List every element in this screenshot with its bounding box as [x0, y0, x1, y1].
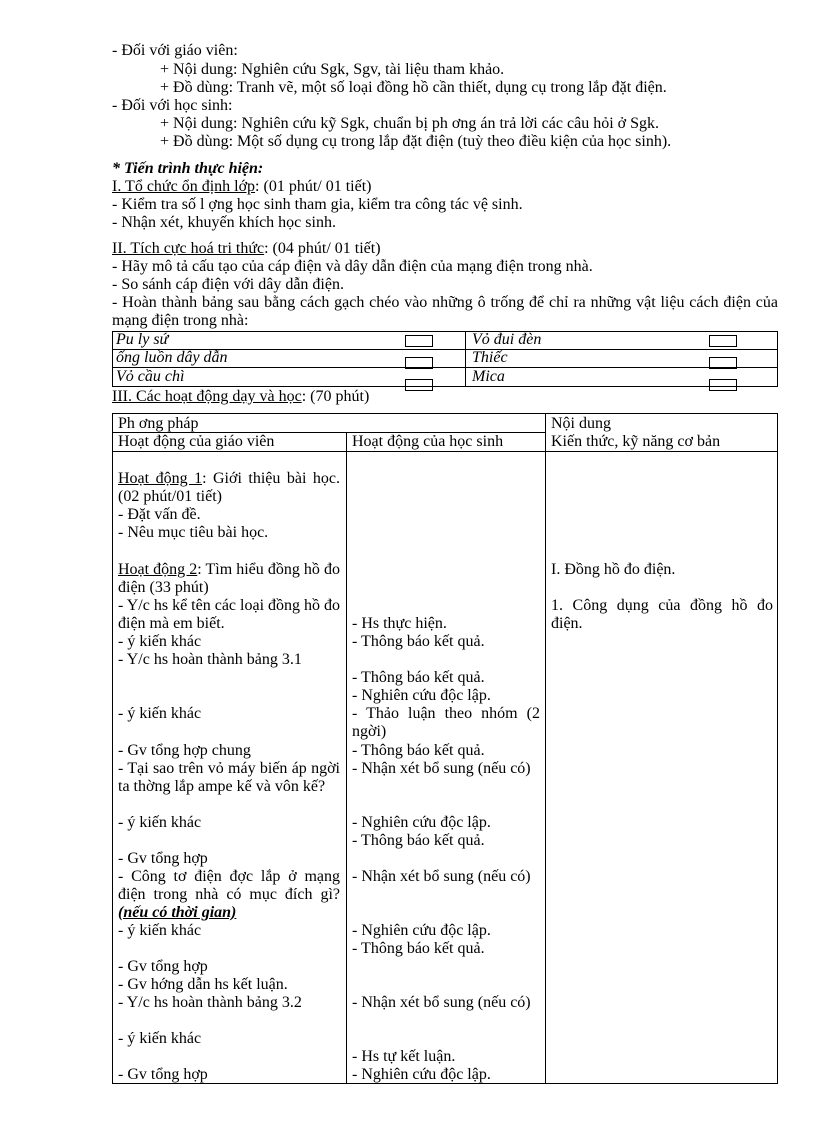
table-rule-header: [112, 451, 778, 452]
teacher-step: - Gv tổng hợp chung: [118, 742, 251, 759]
student-step: - Thông báo kết quả.: [352, 633, 485, 650]
material-checkbox[interactable]: [405, 379, 433, 391]
teacher-step: - Gv tổng hợp: [118, 850, 208, 867]
activity-2-desc: : Tìm hiểu đồng hồ đo điện (33 phút): [118, 561, 340, 596]
material-label: Vỏ cầu chì: [116, 368, 185, 385]
material-label: ống luồn dây dẫn: [116, 349, 228, 366]
teacher-heading: - Đối với giáo viên:: [112, 42, 238, 59]
header-knowledge: Kiến thức, kỹ năng cơ bản: [551, 433, 721, 450]
student-step: - Nghiên cứu độc lập.: [352, 814, 491, 831]
student-step: - Nghiên cứu độc lập.: [352, 1066, 491, 1083]
student-step: - Thông báo kết quả.: [352, 940, 485, 957]
content-heading: I. Đồng hồ đo điện.: [551, 561, 676, 578]
teacher-step: - ý kiến khác: [118, 814, 202, 831]
teacher-step: - Y/c hs kể tên các loại đồng hồ đo điện mà em biết.: [118, 597, 341, 632]
activity-2-title: Hoạt động 2: [118, 561, 198, 578]
teacher-content: + Nội dung: Nghiên cứu Sgk, Sgv, tài liệu tham khảo.: [160, 61, 505, 78]
teacher-question: - Công tơ điện đợc lắp ở mạng điện trong nhà có mục đích gì?: [118, 868, 340, 903]
content-subheading: 1. Công dụng của đồng hồ đo điện.: [551, 597, 773, 632]
section-1-time: : (01 phút/ 01 tiết): [255, 178, 372, 195]
materials-rule-right: [777, 331, 778, 386]
teacher-step: - ý kiến khác: [118, 922, 202, 939]
student-step: - Nghiên cứu độc lập.: [352, 687, 491, 704]
material-checkbox[interactable]: [709, 379, 737, 391]
material-checkbox[interactable]: [709, 357, 737, 369]
teacher-step: - Gv hớng dẫn hs kết luận.: [118, 976, 288, 993]
student-step: - Thông báo kết quả.: [352, 742, 485, 759]
header-teacher: Hoạt động của giáo viên: [118, 433, 275, 450]
teacher-step: - Nêu mục tiêu bài học.: [118, 524, 269, 541]
teacher-tools: + Đồ dùng: Tranh vẽ, một số loại đồng hồ cần thiết, dụng cụ trong lắp đặt điện.: [160, 79, 667, 96]
teacher-step: - Tại sao trên vỏ máy biến áp ngời ta thờng lắp ampe kế và vôn kế?: [118, 760, 340, 795]
teacher-step: - Đặt vấn đề.: [118, 506, 201, 523]
activity-2-heading: [118, 561, 340, 597]
student-tools: + Đồ dùng: Một số dụng cụ trong lắp đặt điện (tuỳ theo điều kiện của học sinh).: [160, 133, 672, 150]
student-content: + Nội dung: Nghiên cứu kỹ Sgk, chuẩn bị ph ơng án trả lời các câu hỏi ở Sgk.: [160, 115, 659, 132]
materials-rule-2: [112, 367, 778, 368]
table-rule-right: [777, 413, 778, 1083]
teacher-step: - Y/c hs hoàn thành bảng 3.1: [118, 651, 302, 668]
student-step: - Nhận xét bổ sung (nếu có): [352, 994, 531, 1011]
material-checkbox[interactable]: [709, 335, 737, 347]
activity-1-heading: [118, 470, 340, 506]
activity-1-desc: : Giới thiệu bài học. (02 phút/01 tiết): [118, 470, 340, 505]
table-rule-col2: [346, 432, 347, 1083]
teacher-step: - Gv tổng hợp: [118, 958, 208, 975]
header-student: Hoạt động của học sinh: [352, 433, 504, 450]
section-3-title: III. Các hoạt động dạy và học: [112, 388, 302, 405]
materials-rule-left: [112, 331, 113, 386]
table-rule-top: [112, 413, 778, 414]
teacher-step: - Y/c hs hoàn thành bảng 3.2: [118, 994, 302, 1011]
student-step: - Hs tự kết luận.: [352, 1048, 456, 1065]
student-step: - Thông báo kết quả.: [352, 669, 485, 686]
materials-rule-bottom: [112, 386, 778, 387]
material-checkbox[interactable]: [405, 335, 433, 347]
teacher-step: [118, 868, 340, 922]
student-step: - Thảo luận theo nhóm (2 ngời): [352, 705, 540, 740]
section-1-title: I. Tổ chức ổn định lớp: [112, 178, 256, 195]
section-2-heading: [112, 240, 381, 258]
student-step: - Nghiên cứu độc lập.: [352, 922, 491, 939]
teacher-step: - Gv tổng hợp: [118, 1066, 208, 1083]
material-label: Pu ly sứ: [116, 331, 169, 348]
section-2-line-1: - Hãy mô tả cấu tạo của cáp điện và dây dẫn điện của mạng điện trong nhà.: [112, 258, 593, 275]
section-3-time: : (70 phút): [301, 388, 370, 405]
student-step: - Nhận xét bổ sung (nếu có): [352, 760, 531, 777]
optional-note: (nếu có thời gian): [118, 904, 237, 921]
teacher-step: - ý kiến khác: [118, 1030, 202, 1047]
material-label: Thiếc: [472, 349, 508, 366]
section-2-line-3: - Hoàn thành bảng sau bằng cách gạch chéo vào những ô trống để chỉ ra những vật liệu cách điện của mạng điện trong nhà:: [112, 294, 778, 329]
student-step: - Nhận xét bổ sung (nếu có): [352, 868, 531, 885]
teacher-step: - ý kiến khác: [118, 705, 202, 722]
teacher-step: - ý kiến khác: [118, 633, 202, 650]
section-1-heading: [112, 178, 371, 196]
activity-1-title: Hoạt động 1: [118, 470, 203, 487]
material-label: Mica: [472, 368, 505, 385]
student-step: - Thông báo kết quả.: [352, 832, 485, 849]
materials-rule-mid: [465, 331, 466, 386]
student-heading: - Đối với học sinh:: [112, 97, 233, 114]
section-1-line-2: - Nhận xét, khuyến khích học sinh.: [112, 214, 336, 231]
table-rule-col3: [545, 413, 546, 1083]
material-checkbox[interactable]: [405, 357, 433, 369]
section-2-title: II. Tích cực hoá tri thức: [112, 240, 265, 257]
student-step: - Hs thực hiện.: [352, 615, 447, 632]
section-2-line-2: - So sánh cáp điện với dây dẫn điện.: [112, 276, 344, 293]
material-label: Vỏ đui đèn: [472, 331, 542, 348]
table-rule-left: [112, 413, 113, 1083]
header-method: Ph ơng pháp: [118, 415, 199, 432]
section-3-heading: [112, 388, 369, 406]
materials-rule-top: [112, 331, 778, 332]
header-content: Nội dung: [551, 415, 611, 432]
section-1-line-1: - Kiểm tra số l ợng học sinh tham gia, kiểm tra công tác vệ sinh.: [112, 196, 523, 213]
section-2-time: : (04 phút/ 01 tiết): [264, 240, 381, 257]
process-title: * Tiến trình thực hiện:: [112, 160, 264, 177]
